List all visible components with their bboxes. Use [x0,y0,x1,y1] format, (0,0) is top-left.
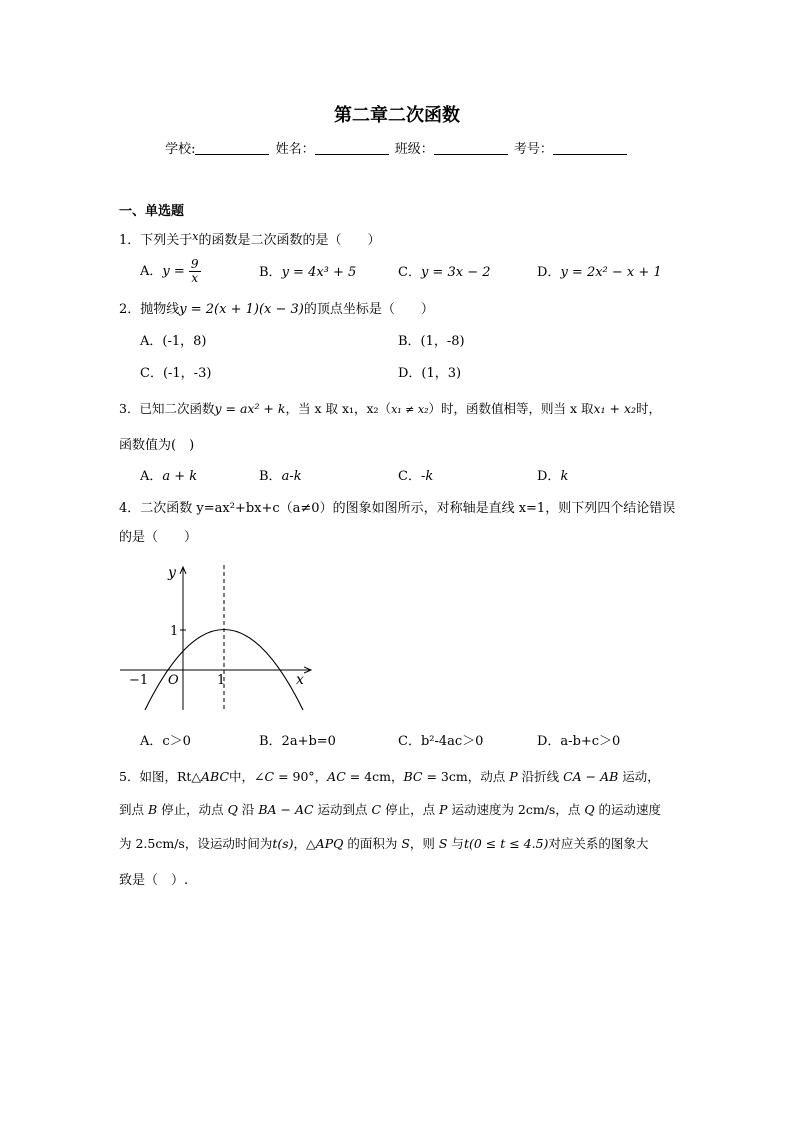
school-label: 学校: [165,142,196,157]
question-2-stem: 2．抛物线y = 2(x + 1)(x − 3)的顶点坐标是（ ） [119,302,434,317]
question-4-stem: 4．二次函数 y=ax²+bx+c（a≠0）的图象如图所示，对称轴是直线 x=1，则下列四个结论错误 [119,501,676,516]
question-1-stem: 1．下列关于$^x$的函数是二次函数的是（ ） [119,230,381,248]
student-info-line [0,141,794,156]
question-3-stem: 3．已知二次函数y = ax² + k，当 x 取 x₁，x₂（x₁ ≠ x₂）时，函数值相等，则当 x 取x₁ + x₂时， [119,401,662,416]
name-blank [315,141,389,155]
question-3-option-b: B．a-k [259,469,302,484]
question-3-option-a: A．a + k [140,469,198,484]
question-1-option-d: D．y = 2x² − x + 1 [537,265,662,280]
exam-number-blank [553,141,627,155]
page-title: 第二章二次函数 [334,105,460,126]
question-5-line-2: 到点 B 停止，动点 Q 沿 BA − AC 运动到点 C 停止，点 P 运动速度为 2cm/s，点 Q 的运动速度 [119,802,662,817]
question-5-line-1: 5．如图，Rt△ABC中，∠C = 90°，AC = 4cm，BC = 3cm，动点 P 沿折线 CA − AB 运动， [119,769,660,784]
class-label: 班级： [394,142,434,157]
origin-label: O [168,673,179,688]
section-heading: 一、单选题 [119,204,185,219]
question-2-option-d: D．(1，3) [398,366,462,381]
class-blank [434,141,508,155]
name-label: 姓名： [275,142,315,157]
question-4-stem-line-2: 的是（ ） [119,530,198,545]
question-3-stem-line-2: 函数值为( ) [119,438,195,453]
tick-label-neg-1: −1 [129,673,149,688]
question-5-line-4: 致是（ ）. [119,873,189,888]
school-blank [195,141,269,155]
question-1-option-b: B．y = 4x³ + 5 [259,265,357,280]
tick-label-y-1: 1 [170,624,179,639]
question-1-option-a: A．y = $\frac{9}{x}$ [140,257,199,286]
question-4-option-d: D．a-b+c＞0 [537,734,621,749]
y-axis-label: y [168,565,176,581]
tick-label-x-1: 1 [217,673,226,688]
question-1-option-c: C．y = 3x − 2 [398,265,491,280]
question-4-option-c: C．b²-4ac＞0 [398,734,484,749]
question-2-option-b: B．(1，-8) [398,334,465,349]
x-axis-label: x [296,672,304,688]
question-4-option-a: A．c＞0 [140,734,191,749]
question-3-option-c: C．-k [398,469,434,484]
question-2-option-a: A．(-1，8) [140,334,207,349]
parabola-graph [118,560,318,715]
question-5-line-3: 为 2.5cm/s，设运动时间为t(s)，△APQ 的面积为 S，则 S 与t(0 ≤ t ≤ 4.5)对应关系的图象大 [119,836,649,851]
question-4-option-b: B．2a+b=0 [259,734,336,749]
exam-number-label: 考号： [513,142,553,157]
question-2-option-c: C．(-1，-3) [140,366,212,381]
question-3-option-d: D．k [537,469,569,484]
